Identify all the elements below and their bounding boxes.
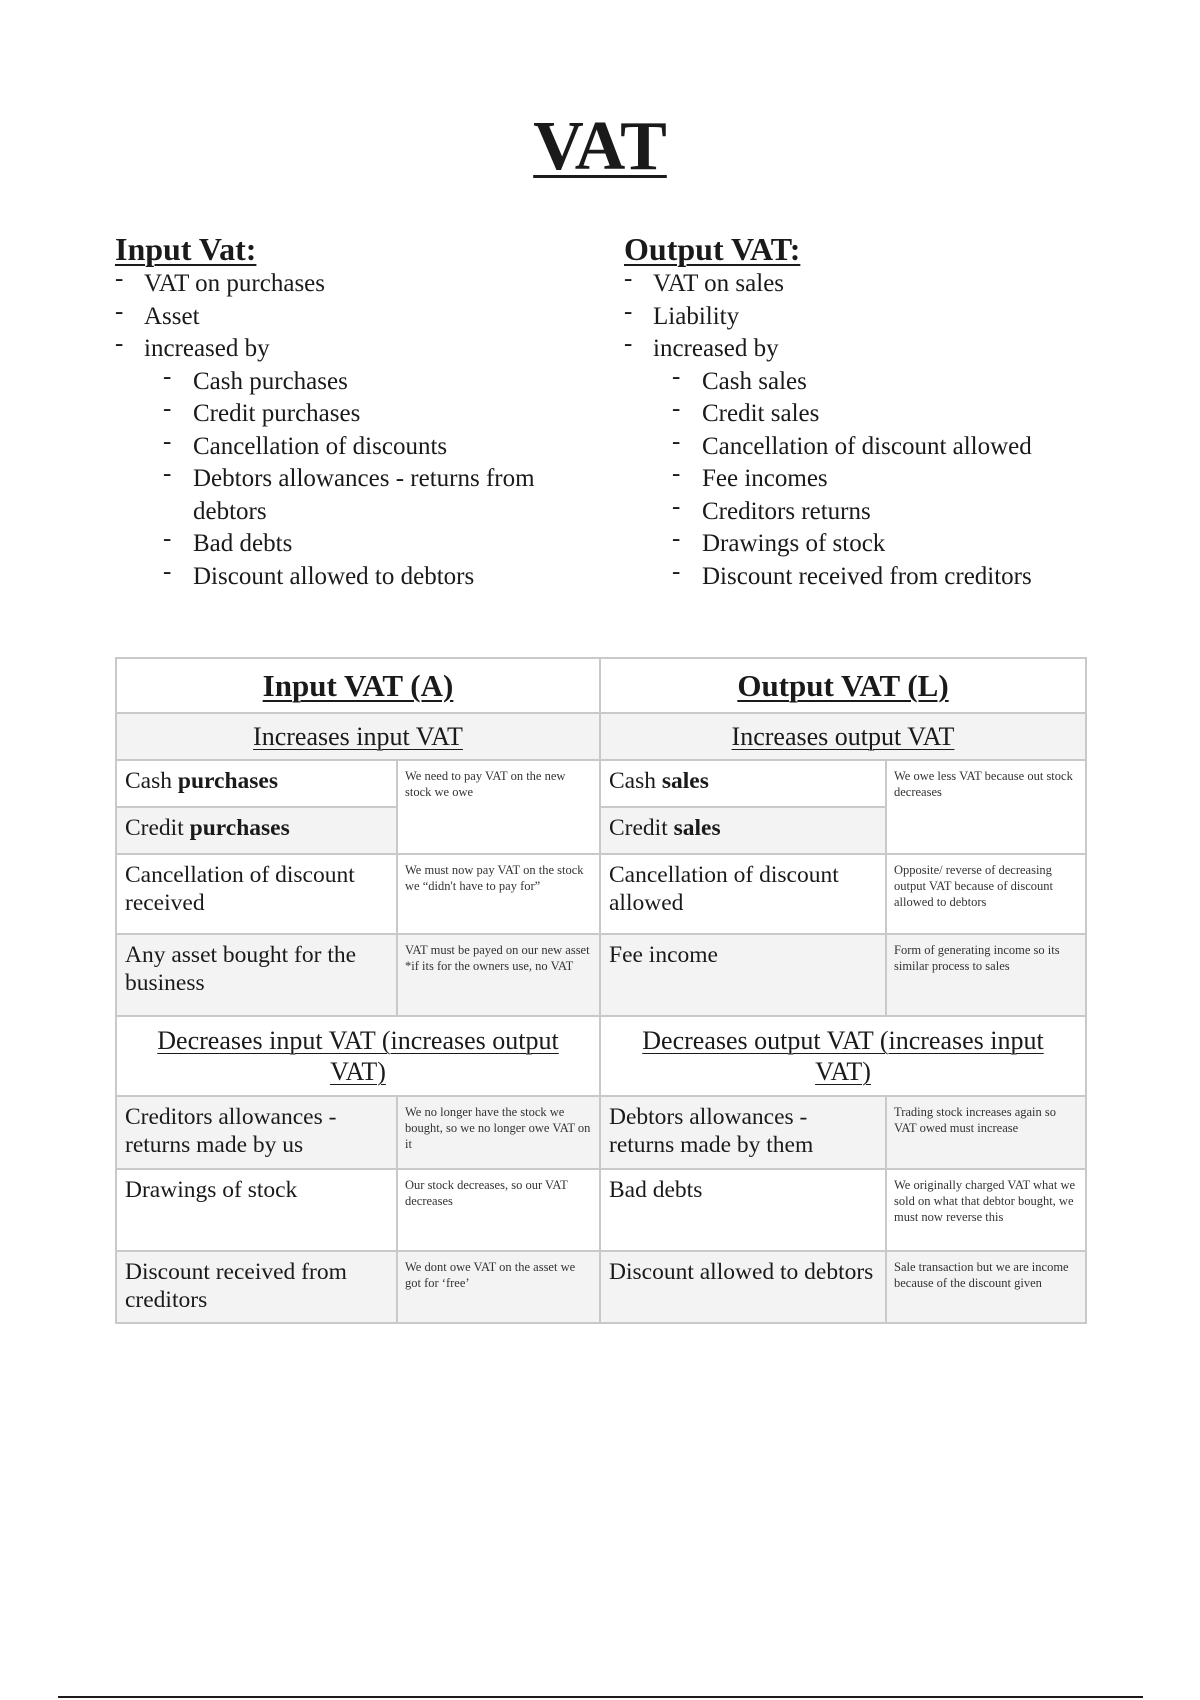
- creditors-allowances-note: We no longer have the stock we bought, so we no longer owe VAT on it: [397, 1096, 600, 1169]
- asset-bought-note: VAT must be payed on our new asset *if its for the owners use, no VAT: [397, 934, 600, 1016]
- asset-bought-cell: Any asset bought for the business: [116, 934, 397, 1016]
- cancel-discount-received-cell: Cancellation of discount received: [116, 854, 397, 934]
- list-sub-item: - Cancellation of discount allowed: [624, 431, 1124, 464]
- list-sub-item: - Cancellation of discounts: [115, 431, 615, 464]
- list-item: - Liability: [624, 301, 1124, 334]
- bad-debts-note: We originally charged VAT what we sold on what that debtor bought, we must now reverse this: [886, 1169, 1086, 1251]
- discount-allowed-cell: Discount allowed to debtors: [600, 1251, 886, 1323]
- decreases-output-header: Decreases output VAT (increases input VAT): [600, 1016, 1086, 1096]
- fee-income-note: Form of generating income so its similar process to sales: [886, 934, 1086, 1016]
- decreases-input-header: Decreases input VAT (increases output VAT): [116, 1016, 600, 1096]
- input-vat-list: [115, 232, 615, 593]
- cancel-discount-allowed-note: Opposite/ reverse of decreasing output VAT because of discount allowed to debtors: [886, 854, 1086, 934]
- list-sub-item: - Cash sales: [624, 366, 1124, 399]
- list-item: - increased by: [115, 333, 615, 366]
- bad-debts-cell: Bad debts: [600, 1169, 886, 1251]
- list-item: - Asset: [115, 301, 615, 334]
- list-sub-item: - Cash purchases: [115, 366, 615, 399]
- list-item: - VAT on purchases: [115, 268, 615, 301]
- page-title: VAT: [533, 108, 667, 185]
- vat-table: [115, 657, 1087, 1324]
- cash-sales-cell: Cash sales: [600, 760, 886, 807]
- list-sub-item: - Debtors allowances - returns from debtors: [115, 463, 575, 528]
- increases-output-header: Increases output VAT: [600, 713, 1086, 760]
- list-sub-item: - Bad debts: [115, 528, 615, 561]
- increases-input-header: Increases input VAT: [116, 713, 600, 760]
- input-vat-heading: Input Vat:: [115, 231, 257, 267]
- output-vat-table-header: Output VAT (L): [600, 658, 1086, 713]
- list-sub-item: - Fee incomes: [624, 463, 1124, 496]
- creditors-allowances-cell: Creditors allowances - returns made by us: [116, 1096, 397, 1169]
- fee-income-cell: Fee income: [600, 934, 886, 1016]
- drawings-of-stock-cell: Drawings of stock: [116, 1169, 397, 1251]
- list-sub-item: - Drawings of stock: [624, 528, 1124, 561]
- output-vat-list: [624, 232, 1124, 593]
- output-vat-heading: Output VAT:: [624, 231, 801, 267]
- list-sub-item: - Credit sales: [624, 398, 1124, 431]
- discount-received-cell: Discount received from creditors: [116, 1251, 397, 1323]
- list-sub-item: - Creditors returns: [624, 496, 1124, 529]
- discount-received-note: We dont owe VAT on the asset we got for ‘free’: [397, 1251, 600, 1323]
- list-sub-item: - Discount allowed to debtors: [115, 561, 615, 594]
- debtors-allowances-cell: Debtors allowances - returns made by them: [600, 1096, 886, 1169]
- purchases-note: We need to pay VAT on the new stock we owe: [397, 760, 600, 854]
- cancel-discount-received-note: We must now pay VAT on the stock we “didn't have to pay for”: [397, 854, 600, 934]
- cancel-discount-allowed-cell: Cancellation of discount allowed: [600, 854, 886, 934]
- list-item: - VAT on sales: [624, 268, 1124, 301]
- footer-divider: [58, 1696, 1143, 1698]
- list-sub-item: - Credit purchases: [115, 398, 615, 431]
- input-vat-table-header: Input VAT (A): [116, 658, 600, 713]
- credit-sales-cell: Credit sales: [600, 807, 886, 854]
- debtors-allowances-note: Trading stock increases again so VAT owed must increase: [886, 1096, 1086, 1169]
- drawings-of-stock-note: Our stock decreases, so our VAT decreases: [397, 1169, 600, 1251]
- sales-note: We owe less VAT because out stock decreases: [886, 760, 1086, 854]
- list-item: - increased by: [624, 333, 1124, 366]
- list-sub-item: - Discount received from creditors: [624, 561, 1124, 594]
- credit-purchases-cell: Credit purchases: [116, 807, 397, 854]
- cash-purchases-cell: Cash purchases: [116, 760, 397, 807]
- discount-allowed-note: Sale transaction but we are income because of the discount given: [886, 1251, 1086, 1323]
